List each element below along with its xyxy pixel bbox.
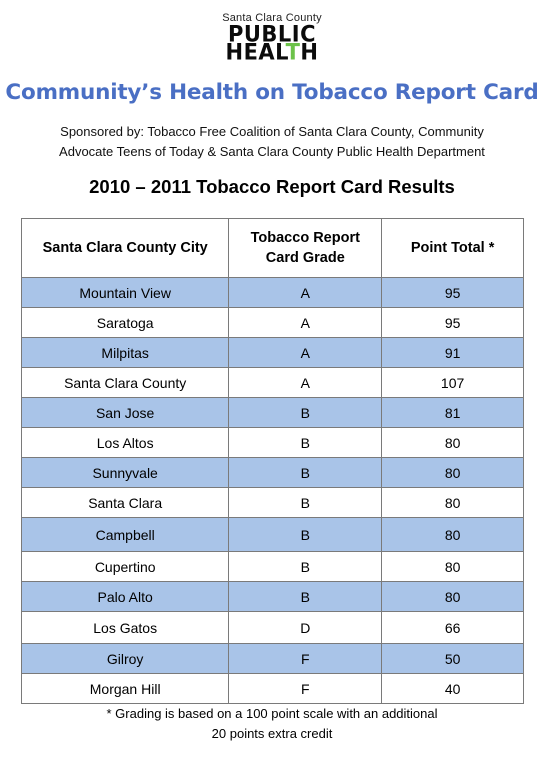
logo-word-health-post: H	[300, 39, 319, 65]
header-grade	[229, 219, 382, 278]
cell-points: 50	[382, 644, 524, 674]
logo-word-health-pre: HEAL	[225, 39, 286, 65]
logo-health-t-accent: T	[285, 39, 301, 65]
cell-points: 80	[382, 582, 524, 612]
table-row	[22, 518, 524, 552]
cell-city: San Jose	[22, 398, 229, 428]
table-header-row	[22, 219, 524, 278]
table-row	[22, 488, 524, 518]
table-row	[22, 552, 524, 582]
results-title: 2010 – 2011 Tobacco Report Card Results	[89, 176, 455, 197]
cell-grade: B	[229, 582, 382, 612]
cell-points: 80	[382, 518, 524, 552]
header-city: Santa Clara County City	[22, 219, 229, 278]
cell-city: Mountain View	[22, 278, 229, 308]
cell-city: Sunnyvale	[22, 458, 229, 488]
cell-city: Santa Clara County	[22, 368, 229, 398]
cell-points: 107	[382, 368, 524, 398]
table-row	[22, 458, 524, 488]
table-row	[22, 644, 524, 674]
table-row	[22, 674, 524, 704]
header-grade-line-2: Card Grade	[265, 250, 345, 266]
cell-grade: B	[229, 488, 382, 518]
table-row	[22, 278, 524, 308]
cell-points: 95	[382, 278, 524, 308]
cell-grade: A	[229, 338, 382, 368]
cell-city: Milpitas	[22, 338, 229, 368]
cell-points: 81	[382, 398, 524, 428]
cell-city: Saratoga	[22, 308, 229, 338]
table-row	[22, 368, 524, 398]
footnote-line-1: * Grading is based on a 100 point scale with an additional	[106, 706, 438, 721]
cell-points: 95	[382, 308, 524, 338]
grading-footnote	[0, 704, 544, 744]
cell-points: 66	[382, 612, 524, 644]
footnote-line-2: 20 points extra credit	[211, 726, 333, 741]
public-health-logo	[0, 12, 544, 65]
cell-city: Campbell	[22, 518, 229, 552]
table-row	[22, 428, 524, 458]
cell-grade: B	[229, 428, 382, 458]
cell-points: 80	[382, 488, 524, 518]
cell-points: 91	[382, 338, 524, 368]
cell-grade: B	[229, 552, 382, 582]
cell-points: 80	[382, 428, 524, 458]
cell-grade: B	[229, 518, 382, 552]
cell-grade: A	[229, 278, 382, 308]
table-row	[22, 338, 524, 368]
table-row	[22, 308, 524, 338]
cell-city: Gilroy	[22, 644, 229, 674]
sponsor-text	[0, 122, 544, 162]
sponsor-line-2: Advocate Teens of Today & Santa Clara County Public Health Department	[59, 144, 485, 159]
cell-grade: A	[229, 308, 382, 338]
table-row	[22, 582, 524, 612]
cell-grade: B	[229, 458, 382, 488]
cell-grade: A	[229, 368, 382, 398]
cell-city: Los Altos	[22, 428, 229, 458]
logo-word-health	[0, 39, 544, 65]
cell-city: Santa Clara	[22, 488, 229, 518]
cell-points: 80	[382, 458, 524, 488]
header-grade-line-1: Tobacco Report	[250, 230, 360, 246]
cell-grade: B	[229, 398, 382, 428]
logo-org-name: Santa Clara County	[222, 12, 322, 24]
cell-grade: F	[229, 644, 382, 674]
header-points: Point Total *	[382, 219, 524, 278]
cell-city: Los Gatos	[22, 612, 229, 644]
page-title: Community’s Health on Tobacco Report Card	[5, 80, 539, 105]
sponsor-line-1: Sponsored by: Tobacco Free Coalition of Santa Clara County, Community	[60, 124, 484, 139]
table-row	[22, 398, 524, 428]
cell-grade: F	[229, 674, 382, 704]
cell-city: Palo Alto	[22, 582, 229, 612]
cell-grade: D	[229, 612, 382, 644]
cell-city: Cupertino	[22, 552, 229, 582]
logo-word-public: PUBLIC	[227, 21, 317, 47]
cell-points: 40	[382, 674, 524, 704]
report-card-table	[21, 218, 524, 704]
table-row	[22, 612, 524, 644]
cell-city: Morgan Hill	[22, 674, 229, 704]
cell-points: 80	[382, 552, 524, 582]
